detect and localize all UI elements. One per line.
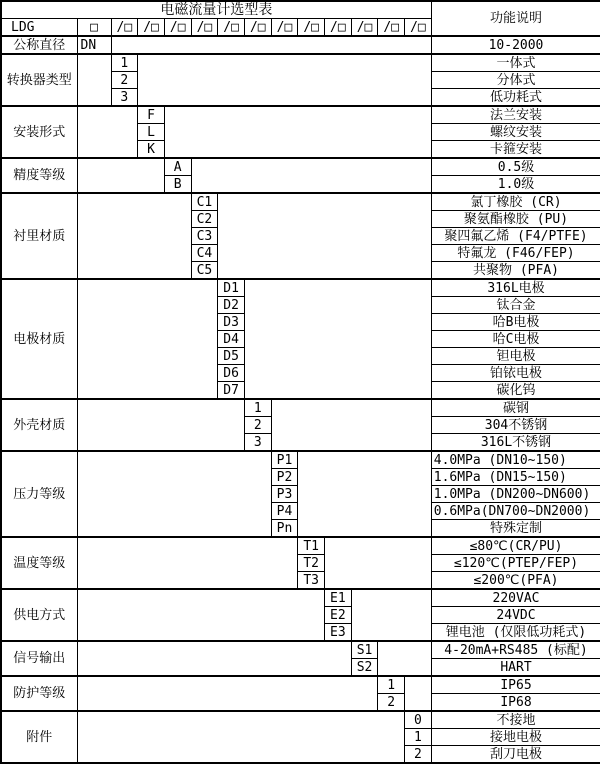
- option-desc-cell: 锂电池 (仅限低功耗式): [431, 624, 600, 642]
- spacer-cell: [77, 711, 405, 763]
- option-desc-cell: 接地电极: [431, 729, 600, 746]
- option-code-cell: L: [138, 124, 165, 141]
- spacer-cell: [77, 158, 164, 193]
- model-code-slot: /□: [351, 19, 378, 37]
- option-code-cell: S2: [351, 659, 378, 677]
- spacer-cell: [164, 106, 431, 158]
- option-desc-cell: 低功耗式: [431, 89, 600, 107]
- option-code-cell: D6: [218, 365, 245, 382]
- option-code-cell: B: [164, 176, 191, 194]
- option-desc-cell: 碳钢: [431, 399, 600, 417]
- option-desc-cell: 聚四氟乙烯 (F4/PTFE): [431, 228, 600, 245]
- option-desc-cell: 特殊定制: [431, 520, 600, 538]
- option-code-cell: DN: [77, 36, 111, 54]
- option-desc-cell: 10-2000: [431, 36, 600, 54]
- model-code-slot: /□: [138, 19, 165, 37]
- spacer-cell: [77, 676, 378, 711]
- spacer-cell: [271, 399, 431, 451]
- spacer-cell: [77, 589, 325, 641]
- option-desc-cell: ≤120℃(PTEP/FEP): [431, 555, 600, 572]
- option-desc-cell: 不接地: [431, 711, 600, 729]
- option-code-cell: T2: [298, 555, 325, 572]
- option-desc-cell: 法兰安装: [431, 106, 600, 124]
- spacer-cell: [77, 279, 218, 399]
- option-code-cell: A: [164, 158, 191, 176]
- option-code-cell: K: [138, 141, 165, 159]
- option-code-cell: 2: [244, 417, 271, 434]
- spacer-cell: [111, 36, 431, 54]
- row-label: 信号输出: [1, 641, 77, 676]
- option-desc-cell: 1.0MPa (DN200~DN600): [431, 486, 600, 503]
- model-code-slot: /□: [244, 19, 271, 37]
- option-code-cell: F: [138, 106, 165, 124]
- function-desc-header: 功能说明: [431, 1, 600, 36]
- option-desc-cell: 氯丁橡胶 (CR): [431, 193, 600, 211]
- row-label: 转换器类型: [1, 54, 77, 106]
- option-code-cell: 2: [111, 72, 138, 89]
- option-code-cell: D7: [218, 382, 245, 400]
- option-desc-cell: 螺纹安装: [431, 124, 600, 141]
- option-code-cell: 1: [378, 676, 405, 694]
- row-label: 外壳材质: [1, 399, 77, 451]
- spacer-cell: [77, 54, 111, 106]
- option-code-cell: P1: [271, 451, 298, 469]
- row-label: 供电方式: [1, 589, 77, 641]
- spacer-cell: [351, 589, 431, 641]
- spacer-cell: [218, 193, 432, 279]
- option-code-cell: D3: [218, 314, 245, 331]
- option-desc-cell: 卡箍安装: [431, 141, 600, 159]
- row-label: 衬里材质: [1, 193, 77, 279]
- option-code-cell: C5: [191, 262, 218, 280]
- option-desc-cell: 0.5级: [431, 158, 600, 176]
- table-title: 电磁流量计选型表: [1, 1, 431, 19]
- spacer-cell: [325, 537, 432, 589]
- model-code-slot: /□: [298, 19, 325, 37]
- option-code-cell: 2: [405, 746, 432, 764]
- model-code-slot: /□: [191, 19, 218, 37]
- option-desc-cell: 钛合金: [431, 297, 600, 314]
- row-label: 温度等级: [1, 537, 77, 589]
- option-desc-cell: IP68: [431, 694, 600, 712]
- option-desc-cell: 碳化钨: [431, 382, 600, 400]
- option-code-cell: Pn: [271, 520, 298, 538]
- option-code-cell: C3: [191, 228, 218, 245]
- model-prefix: LDG: [1, 19, 77, 37]
- option-desc-cell: 特氟龙 (F46/FEP): [431, 245, 600, 262]
- option-desc-cell: 1.0级: [431, 176, 600, 194]
- option-desc-cell: 4.0MPa (DN10~150): [431, 451, 600, 469]
- row-label: 安装形式: [1, 106, 77, 158]
- option-code-cell: 1: [244, 399, 271, 417]
- row-label: 电极材质: [1, 279, 77, 399]
- spacer-cell: [138, 54, 432, 106]
- option-code-cell: T1: [298, 537, 325, 555]
- spacer-cell: [77, 451, 271, 537]
- option-code-cell: E3: [325, 624, 352, 642]
- option-desc-cell: IP65: [431, 676, 600, 694]
- option-code-cell: C2: [191, 211, 218, 228]
- spacer-cell: [77, 537, 298, 589]
- model-code-slot: /□: [405, 19, 432, 37]
- option-code-cell: C4: [191, 245, 218, 262]
- option-code-cell: D1: [218, 279, 245, 297]
- option-desc-cell: 304不锈钢: [431, 417, 600, 434]
- option-code-cell: E2: [325, 607, 352, 624]
- spacer-cell: [77, 641, 351, 676]
- row-label: 压力等级: [1, 451, 77, 537]
- option-code-cell: T3: [298, 572, 325, 590]
- option-desc-cell: HART: [431, 659, 600, 677]
- option-code-cell: 2: [378, 694, 405, 712]
- model-code-slot: /□: [218, 19, 245, 37]
- option-code-cell: 1: [111, 54, 138, 72]
- model-code-slot: /□: [378, 19, 405, 37]
- model-code-slot: /□: [325, 19, 352, 37]
- spacer-cell: [405, 676, 432, 711]
- option-code-cell: D4: [218, 331, 245, 348]
- option-code-cell: 3: [244, 434, 271, 452]
- spacer-cell: [77, 193, 191, 279]
- option-desc-cell: 一体式: [431, 54, 600, 72]
- option-code-cell: P4: [271, 503, 298, 520]
- option-desc-cell: 316L不锈钢: [431, 434, 600, 452]
- option-code-cell: 0: [405, 711, 432, 729]
- option-desc-cell: 哈C电极: [431, 331, 600, 348]
- option-desc-cell: 1.6MPa (DN15~150): [431, 469, 600, 486]
- model-code-box: □: [77, 19, 111, 37]
- option-code-cell: E1: [325, 589, 352, 607]
- option-code-cell: D5: [218, 348, 245, 365]
- option-desc-cell: 220VAC: [431, 589, 600, 607]
- option-code-cell: S1: [351, 641, 378, 659]
- option-desc-cell: 共聚物 (PFA): [431, 262, 600, 280]
- option-desc-cell: 铂铱电极: [431, 365, 600, 382]
- option-desc-cell: ≤80℃(CR/PU): [431, 537, 600, 555]
- option-code-cell: P3: [271, 486, 298, 503]
- spacer-cell: [77, 399, 244, 451]
- option-desc-cell: 分体式: [431, 72, 600, 89]
- option-desc-cell: 316L电极: [431, 279, 600, 297]
- spacer-cell: [77, 106, 138, 158]
- option-code-cell: D2: [218, 297, 245, 314]
- option-code-cell: 3: [111, 89, 138, 107]
- spacer-cell: [244, 279, 431, 399]
- spacer-cell: [378, 641, 431, 676]
- option-code-cell: C1: [191, 193, 218, 211]
- option-desc-cell: 刮刀电极: [431, 746, 600, 764]
- spacer-cell: [298, 451, 431, 537]
- option-code-cell: 1: [405, 729, 432, 746]
- row-label: 附件: [1, 711, 77, 763]
- option-desc-cell: 聚氨酯橡胶 (PU): [431, 211, 600, 228]
- option-desc-cell: 哈B电极: [431, 314, 600, 331]
- option-code-cell: P2: [271, 469, 298, 486]
- row-label: 防护等级: [1, 676, 77, 711]
- model-code-slot: /□: [164, 19, 191, 37]
- option-desc-cell: 4-20mA+RS485 (标配): [431, 641, 600, 659]
- model-code-slot: /□: [111, 19, 138, 37]
- option-desc-cell: 24VDC: [431, 607, 600, 624]
- option-desc-cell: ≤200℃(PFA): [431, 572, 600, 590]
- row-label-diameter: 公称直径: [1, 36, 77, 54]
- model-code-slot: /□: [271, 19, 298, 37]
- option-desc-cell: 钽电极: [431, 348, 600, 365]
- row-label: 精度等级: [1, 158, 77, 193]
- spacer-cell: [191, 158, 431, 193]
- option-desc-cell: 0.6MPa(DN700~DN2000): [431, 503, 600, 520]
